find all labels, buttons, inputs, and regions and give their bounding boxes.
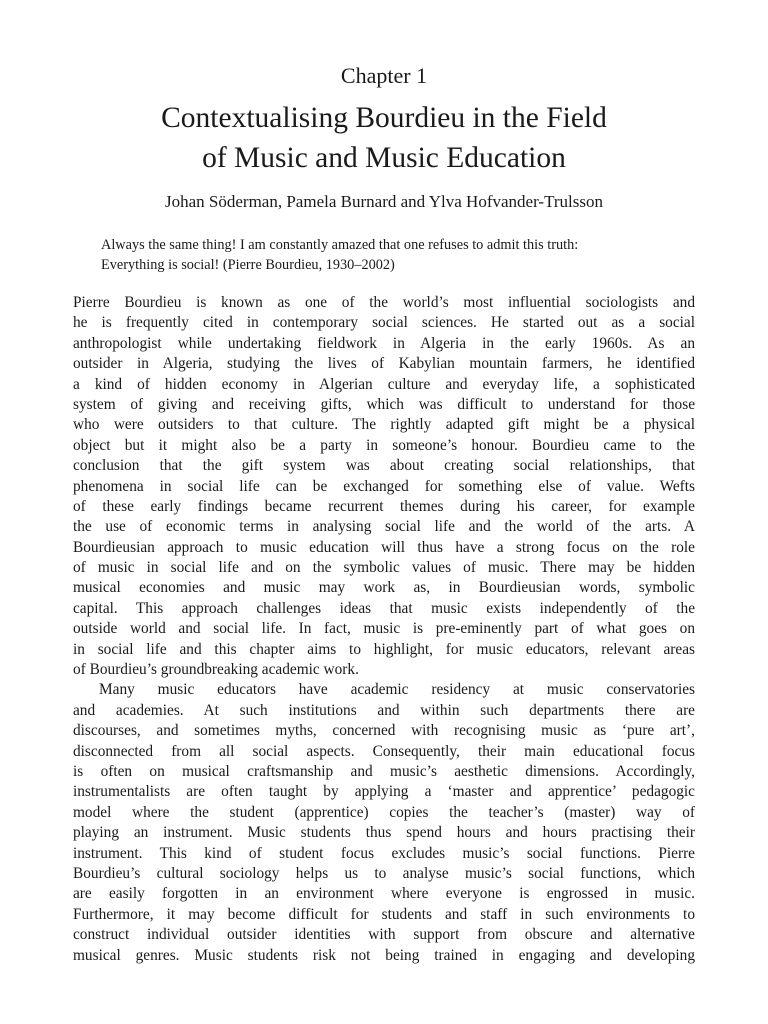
paragraph bbox=[73, 293, 695, 680]
text-line: musical economies and music may work as, in Bourdieusian words, symbolic bbox=[73, 579, 695, 597]
epigraph-line: Everything is social! (Pierre Bourdieu, 1930–2002) bbox=[101, 257, 395, 273]
text-line: object but it might also be a party in someone’s honour. Bourdieu came to the bbox=[73, 436, 695, 454]
epigraph-quote bbox=[101, 235, 676, 275]
text-line: Bourdieusian approach to music education will thus have a strong focus on the role bbox=[73, 538, 695, 556]
text-line: outsider in Algeria, studying the lives of Kabylian mountain farmers, he identified bbox=[73, 355, 695, 373]
body-text bbox=[73, 293, 695, 966]
text-line: disconnected from all social aspects. Consequently, their main educational focus bbox=[73, 742, 695, 760]
text-line: conclusion that the gift system was about creating social relationships, that bbox=[73, 457, 695, 475]
paragraph bbox=[73, 680, 695, 965]
text-line: instrumentalists are often taught by applying a ‘master and apprentice’ pedagogic bbox=[73, 783, 695, 801]
chapter-title-line: Contextualising Bourdieu in the Field bbox=[161, 102, 607, 134]
text-line: a kind of hidden economy in Algerian culture and everyday life, a sophisticated bbox=[73, 375, 695, 393]
epigraph-line: Always the same thing! I am constantly amazed that one refuses to admit this truth: bbox=[101, 237, 579, 253]
chapter-number: Chapter 1 bbox=[340, 63, 428, 88]
text-line: of Bourdieu’s groundbreaking academic work. bbox=[73, 661, 359, 679]
text-line: instrument. This kind of student focus excludes music’s social functions. Pierre bbox=[73, 844, 695, 862]
text-line: he is frequently cited in contemporary social sciences. He started out as a social bbox=[73, 314, 695, 332]
text-line: Bourdieu’s cultural sociology helps us to analyse music’s social functions, which bbox=[73, 864, 695, 882]
text-line: in social life and this chapter aims to highlight, for music educators, relevant areas bbox=[73, 640, 695, 658]
text-line: who were outsiders to that culture. The rightly adapted gift might be a physical bbox=[73, 416, 695, 434]
text-line: anthropologist while undertaking fieldwork in Algeria in the early 1960s. As an bbox=[73, 334, 695, 352]
text-line: discourses, and sometimes myths, concerned with recognising music as ‘pure art’, bbox=[73, 722, 695, 740]
text-line: construct individual outsider identities with support from obscure and alternative bbox=[73, 926, 695, 944]
text-line: model where the student (apprentice) copies the teacher’s (master) way of bbox=[73, 803, 695, 821]
text-line: musical genres. Music students risk not being trained in engaging and developing bbox=[73, 946, 695, 964]
text-line: playing an instrument. Music students thus spend hours and hours practising their bbox=[73, 824, 695, 842]
text-line: phenomena in social life can be exchanged for something else of value. Wefts bbox=[73, 477, 695, 495]
chapter-authors: Johan Söderman, Pamela Burnard and Ylva Hofvander-Trulsson bbox=[165, 192, 603, 211]
chapter-title-line: of Music and Music Education bbox=[202, 142, 566, 174]
text-line: the use of economic terms in analysing social life and the world of the arts. A bbox=[73, 518, 695, 536]
text-line: capital. This approach challenges ideas that music exists independently of the bbox=[73, 599, 695, 617]
text-line: Pierre Bourdieu is known as one of the world’s most influential sociologists and bbox=[73, 294, 695, 311]
text-line: of these early findings became recurrent themes during his career, for example bbox=[73, 497, 695, 515]
text-line: are easily forgotten in an environment where everyone is engrossed in music. bbox=[73, 885, 695, 903]
text-line: of music in social life and on the symbolic values of music. There may be hidden bbox=[73, 559, 695, 577]
text-line: and academies. At such institutions and within such departments there are bbox=[73, 701, 695, 719]
chapter-title bbox=[0, 98, 768, 178]
text-line: outside world and social life. In fact, music is pre-eminently part of what goes on bbox=[73, 620, 695, 638]
text-line: is often on musical craftsmanship and music’s aesthetic dimensions. Accordingly, bbox=[73, 762, 695, 780]
text-line: system of giving and receiving gifts, which was difficult to understand for those bbox=[73, 395, 695, 413]
text-line: Many music educators have academic residency at music conservatories bbox=[99, 681, 695, 699]
text-line: Furthermore, it may become difficult for students and staff in such environments to bbox=[73, 905, 695, 923]
